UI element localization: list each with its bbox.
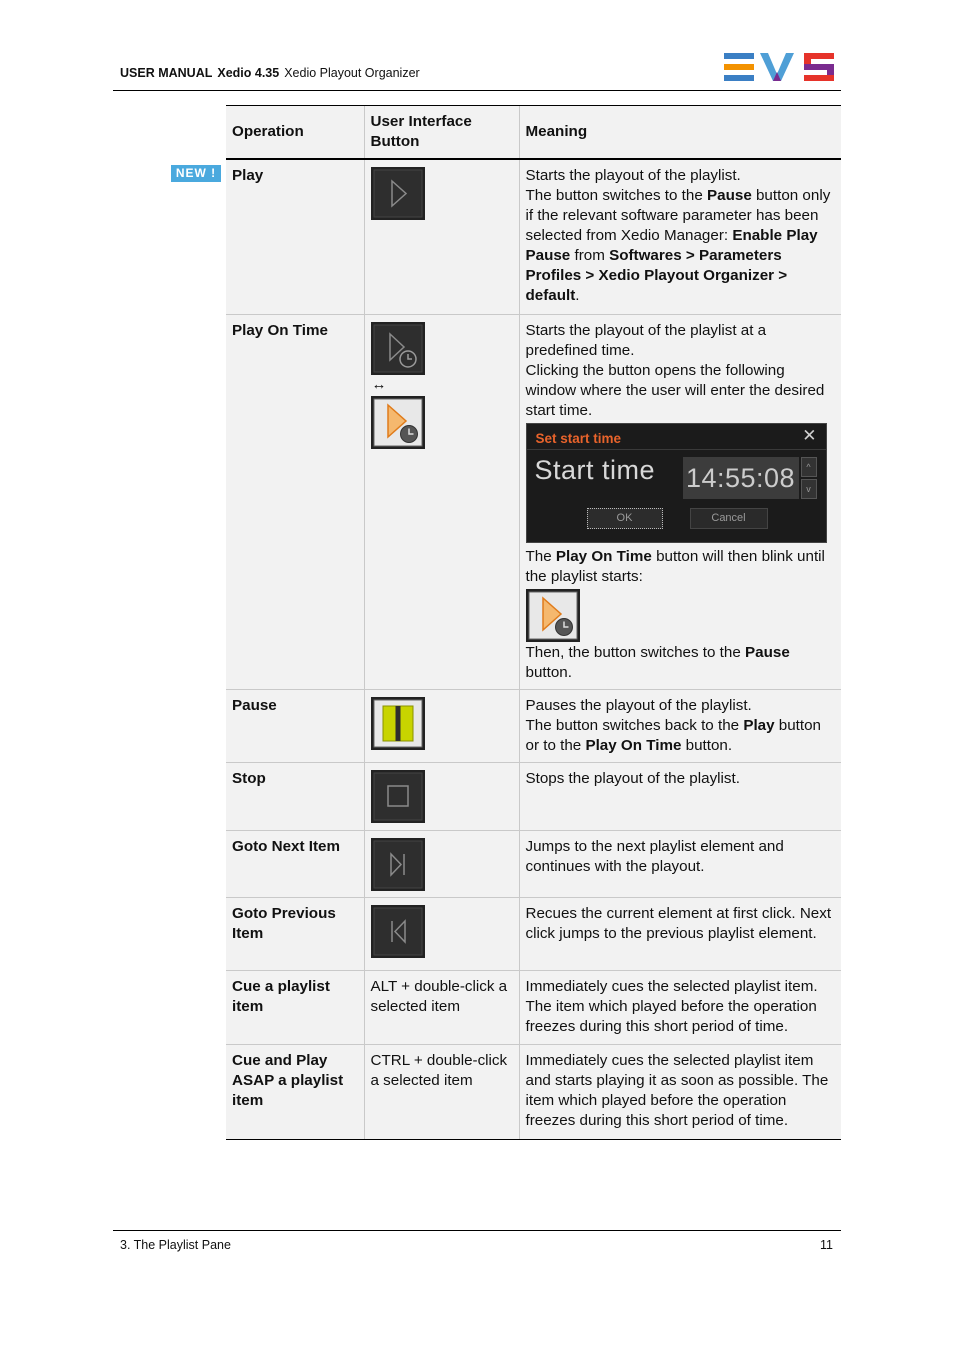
meaning-text: Then, the button switches to the bbox=[525, 643, 746, 661]
meaning-text: Stops the playout of the playlist. bbox=[525, 769, 740, 787]
operation-cell: Goto Previous Item bbox=[226, 897, 364, 970]
ui-button-cell bbox=[364, 897, 519, 970]
close-icon[interactable]: ✕ bbox=[802, 425, 817, 445]
table-row bbox=[226, 689, 841, 762]
set-start-time-dialog bbox=[526, 423, 827, 543]
next-item-button-icon[interactable] bbox=[371, 838, 425, 891]
meaning-text: The button switches to the bbox=[525, 187, 708, 204]
meaning-bold: Play bbox=[743, 716, 775, 734]
spin-down-button[interactable]: v bbox=[801, 479, 817, 499]
meaning-cell bbox=[519, 897, 841, 970]
meaning-cell bbox=[519, 689, 841, 762]
column-header-operation: Operation bbox=[226, 106, 364, 160]
ui-button-cell bbox=[364, 830, 519, 897]
evs-logo bbox=[724, 52, 836, 82]
meaning-bold: Pause bbox=[707, 187, 752, 204]
table-row bbox=[226, 830, 841, 897]
meaning-text: Clicking the button opens the following window where the user will enter the desired start time. bbox=[525, 361, 825, 419]
dialog-divider bbox=[527, 449, 826, 450]
meaning-cell bbox=[519, 830, 841, 897]
column-header-meaning: Meaning bbox=[519, 106, 841, 160]
header-product: Xedio 4.35 bbox=[217, 66, 280, 80]
header-rule bbox=[113, 90, 841, 91]
ui-button-cell: ALT + double-click a selected item bbox=[364, 970, 519, 1044]
meaning-bold: Pause bbox=[745, 643, 790, 661]
table-row bbox=[226, 1044, 841, 1139]
meaning-text: . bbox=[575, 287, 580, 304]
meaning-text: Immediately cues the selected playlist item. The item which played before the operation freezes during this short period of time. bbox=[525, 977, 818, 1035]
meaning-text: button. bbox=[681, 736, 733, 754]
start-time-label: Start time bbox=[534, 454, 656, 485]
meaning-text: button only if the relevant software parameter has been selected from Xedio Manager: bbox=[525, 187, 831, 244]
operation-cell: Stop bbox=[226, 762, 364, 830]
new-badge: NEW ! bbox=[171, 165, 221, 182]
table-row bbox=[226, 970, 841, 1044]
footer-page-number: 11 bbox=[820, 1238, 833, 1252]
previous-item-button-icon[interactable] bbox=[371, 905, 425, 958]
operation-cell: Pause bbox=[226, 689, 364, 762]
pause-button-icon[interactable] bbox=[371, 697, 425, 750]
meaning-text: Jumps to the next playlist element and continues with the playout. bbox=[525, 837, 784, 875]
table-row bbox=[226, 314, 841, 689]
operation-cell: Play On Time bbox=[226, 314, 364, 689]
start-time-input[interactable]: 14:55:08 bbox=[683, 457, 799, 499]
page-header bbox=[120, 66, 420, 80]
ui-button-cell bbox=[364, 314, 519, 689]
footer-rule bbox=[113, 1230, 841, 1231]
meaning-text: from bbox=[570, 247, 610, 264]
meaning-cell bbox=[519, 762, 841, 830]
operation-cell: Play bbox=[226, 159, 364, 314]
meaning-cell bbox=[519, 159, 841, 314]
meaning-cell bbox=[519, 970, 841, 1044]
table-row bbox=[226, 159, 841, 314]
meaning-text: Starts the playout of the playlist. bbox=[525, 167, 741, 184]
meaning-cell bbox=[519, 314, 841, 689]
meaning-text: button or to the bbox=[525, 716, 822, 754]
switch-arrow: ↔ bbox=[371, 375, 387, 393]
spin-up-button[interactable]: ^ bbox=[801, 457, 817, 477]
header-manual: USER MANUAL bbox=[120, 66, 213, 80]
meaning-text: The button switches back to the bbox=[525, 716, 744, 734]
meaning-bold: Softwares > Parameters Profiles > Xedio Playout Organizer > default bbox=[525, 247, 788, 304]
table-row bbox=[226, 897, 841, 970]
meaning-text: button will then blink until the playlist starts: bbox=[525, 547, 825, 585]
play-on-time-active-icon[interactable] bbox=[371, 396, 425, 449]
play-on-time-button-icon[interactable] bbox=[371, 322, 425, 375]
meaning-bold: Play On Time bbox=[585, 736, 682, 754]
ui-button-cell bbox=[364, 762, 519, 830]
meaning-text: Starts the playout of the playlist at a predefined time. bbox=[525, 321, 767, 359]
play-button-icon[interactable] bbox=[371, 167, 425, 220]
operations-table bbox=[226, 105, 841, 1140]
ui-button-cell bbox=[364, 159, 519, 314]
table-row bbox=[226, 762, 841, 830]
table-header-row bbox=[226, 106, 841, 160]
meaning-text: Recues the current element at first click. Next click jumps to the previous playlist element. bbox=[525, 904, 832, 942]
ok-button[interactable]: OK bbox=[587, 508, 663, 529]
ui-button-cell bbox=[364, 689, 519, 762]
operation-cell: Cue and Play ASAP a playlist item bbox=[226, 1044, 364, 1139]
meaning-bold: Play On Time bbox=[555, 547, 652, 565]
play-on-time-blinking-icon[interactable] bbox=[526, 589, 580, 642]
meaning-bold: Enable Play Pause bbox=[525, 227, 818, 264]
meaning-text: Immediately cues the selected playlist item and starts playing it as soon as possible. The item which played before the operation freezes during this short period of time. bbox=[525, 1051, 829, 1129]
meaning-text: The bbox=[525, 547, 556, 565]
meaning-text: Pauses the playout of the playlist. bbox=[525, 696, 752, 714]
cancel-button[interactable]: Cancel bbox=[690, 508, 768, 529]
stop-button-icon[interactable] bbox=[371, 770, 425, 823]
operation-cell: Goto Next Item bbox=[226, 830, 364, 897]
column-header-ui-button: User Interface Button bbox=[364, 106, 519, 160]
header-subtitle: Xedio Playout Organizer bbox=[284, 66, 420, 80]
dialog-title: Set start time bbox=[535, 430, 622, 446]
operation-cell: Cue a playlist item bbox=[226, 970, 364, 1044]
time-spinner bbox=[801, 457, 817, 499]
ui-button-cell: CTRL + double-click a selected item bbox=[364, 1044, 519, 1139]
footer-chapter: 3. The Playlist Pane bbox=[120, 1238, 231, 1252]
meaning-text: button. bbox=[525, 663, 572, 681]
meaning-cell bbox=[519, 1044, 841, 1139]
